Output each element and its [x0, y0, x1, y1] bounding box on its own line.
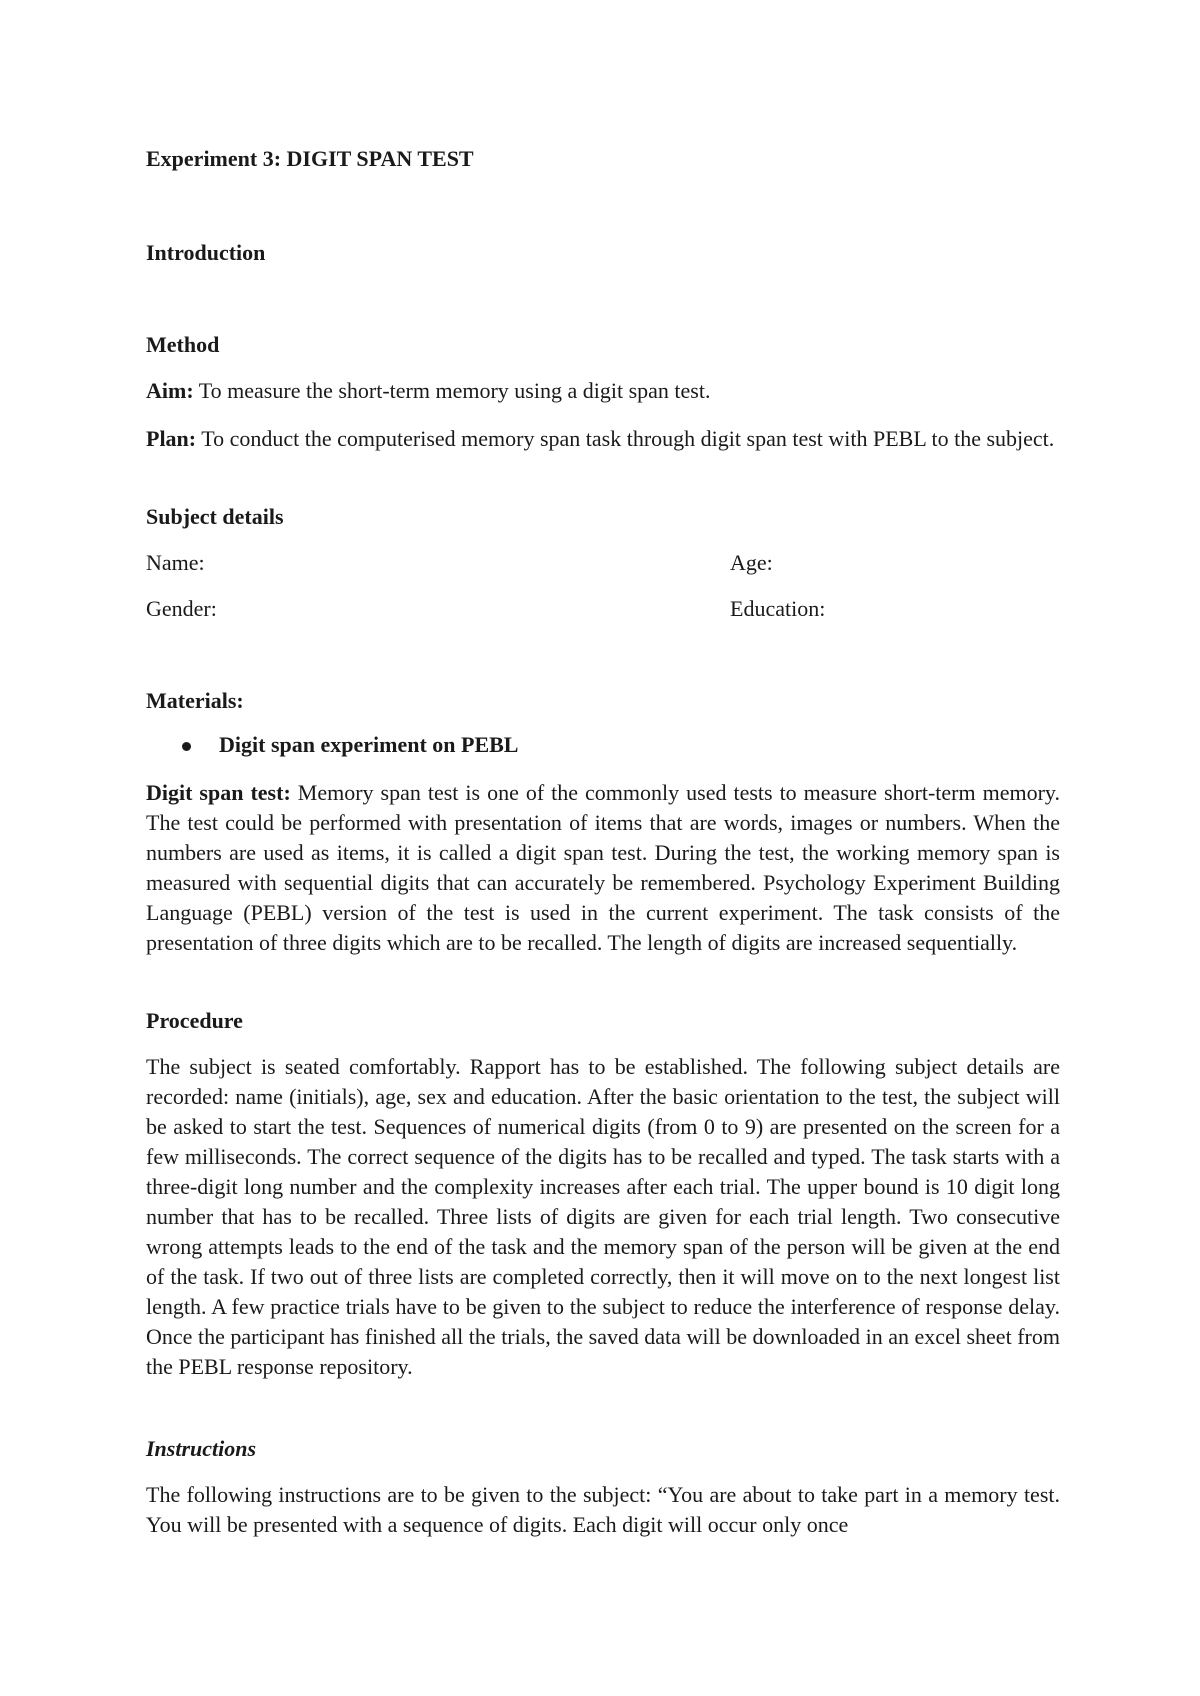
heading-procedure: Procedure: [146, 1008, 243, 1033]
document-page: [146, 0, 1060, 1696]
aim-text: To measure the short-term memory using a digit span test.: [193, 378, 711, 403]
field-education: Education:: [730, 596, 826, 621]
plan-text: To conduct the computerised memory span task through digit span test with PEBL to the subject.: [196, 426, 1055, 451]
heading-instructions: Instructions: [146, 1436, 257, 1461]
field-gender: Gender:: [146, 596, 217, 621]
heading-materials: Materials:: [146, 688, 244, 713]
bullet-icon: [182, 742, 191, 751]
heading-method: Method: [146, 332, 220, 357]
instructions-paragraph: The following instructions are to be given to the subject: “You are about to take part in a memory test. You will be presented with a sequence of digits. Each digit will occur only once: [146, 1482, 1060, 1537]
field-name: Name:: [146, 550, 205, 575]
plan-paragraph: [146, 424, 1060, 454]
page-title: Experiment 3: DIGIT SPAN TEST: [146, 146, 474, 171]
heading-introduction: Introduction: [146, 240, 266, 265]
heading-subject-details: Subject details: [146, 504, 284, 529]
digit-span-text: Memory span test is one of the commonly used tests to measure short-term memory. The test could be performed with presentation of items that are words, images or numbers. When the numbers are used as items, it is called a digit span test. During the test, the working memory span is measured with sequential digits that can accurately be remembered. Psychology Experiment Building Language (PEBL) version of the test is used in the current experiment. The task consists of the presentation of three digits which are to be recalled. The length of digits are increased sequentially.: [146, 780, 1060, 955]
procedure-paragraph: The subject is seated comfortably. Rapport has to be established. The following subject details are recorded: name (initials), age, sex and education. After the basic orientation to the test, the subject will be asked to start the test. Sequences of numerical digits (from 0 to 9) are presented on the screen for a few milliseconds. The correct sequence of the digits has to be recalled and typed. The task starts with a three-digit long number and the complexity increases after each trial. The upper bound is 10 digit long number that has to be recalled. Three lists of digits are given for each trial length. Two consecutive wrong attempts leads to the end of the task and the memory span of the person will be given at the end of the task. If two out of three lists are completed correctly, then it will move on to the next longest list length. A few practice trials have to be given to the subject to reduce the interference of response delay. Once the participant has finished all the trials, the saved data will be downloaded in an excel sheet from the PEBL response repository.: [146, 1054, 1060, 1379]
aim-paragraph: [146, 376, 1060, 406]
plan-label: Plan:: [146, 426, 197, 451]
field-age: Age:: [730, 550, 773, 575]
digit-span-paragraph: [146, 778, 1060, 958]
materials-item: Digit span experiment on PEBL: [219, 732, 519, 757]
aim-label: Aim:: [146, 378, 194, 403]
digit-span-label: Digit span test:: [146, 780, 291, 805]
